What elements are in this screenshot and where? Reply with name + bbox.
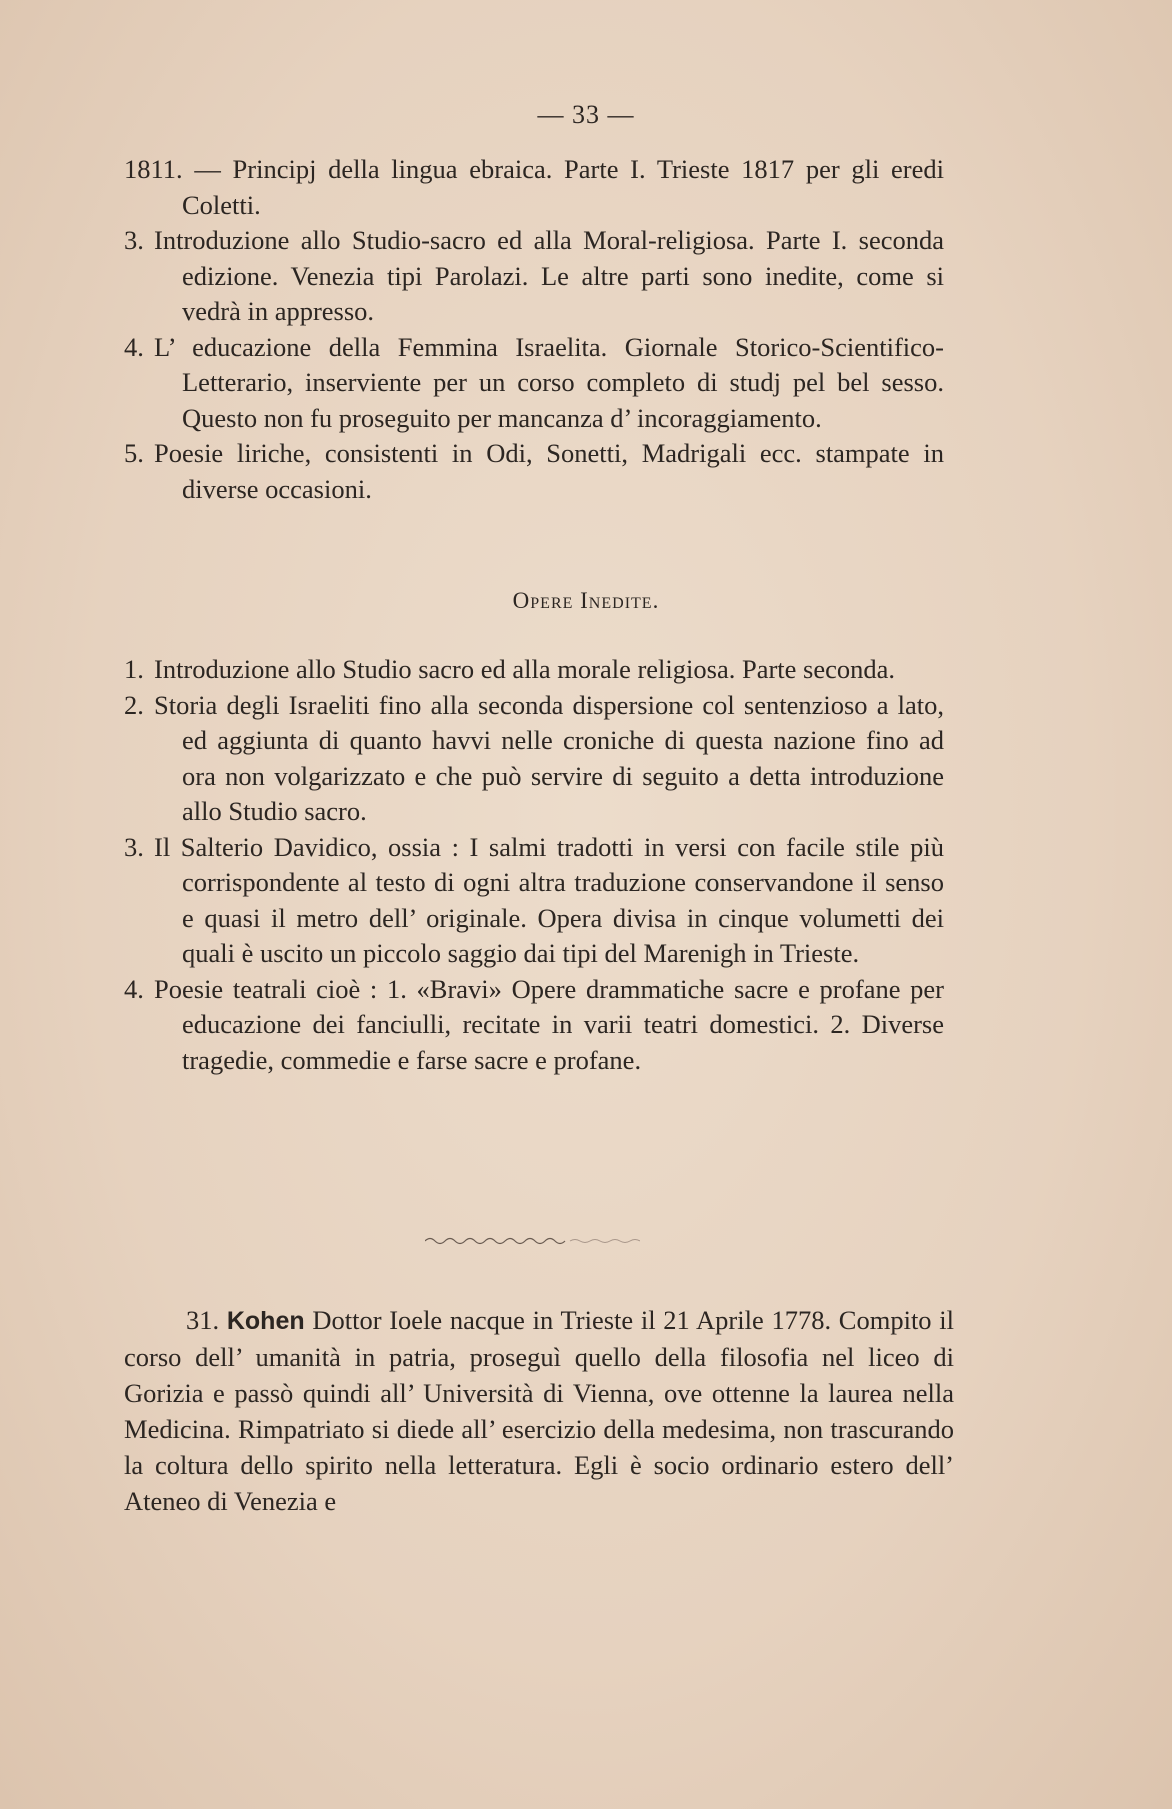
entry-number: 3. bbox=[124, 225, 144, 255]
section-divider-ornament bbox=[425, 1234, 640, 1248]
unpublished-works-list bbox=[124, 652, 944, 1078]
entry-text: L’ educazione della Femmina Israelita. Giornale Storico-Scientifico-Letterario, inserviente per un corso completo di studj pel bel sesso. Questo non fu proseguito per mancanza d’ incoraggiamento. bbox=[154, 331, 944, 433]
entry-text: Introduzione allo Studio sacro ed alla morale religiosa. Parte seconda. bbox=[154, 654, 896, 684]
list-item bbox=[124, 688, 944, 830]
biography-number: 31. bbox=[186, 1305, 220, 1335]
list-item bbox=[124, 152, 944, 223]
list-item bbox=[124, 972, 944, 1079]
list-item bbox=[124, 436, 944, 507]
entry-text: Poesie liriche, consistenti in Odi, Sonetti, Madrigali ecc. stampate in diverse occasioni. bbox=[154, 438, 944, 504]
page-number: — 33 — bbox=[537, 100, 635, 129]
entry-number: 4. bbox=[124, 331, 144, 362]
entry-number: 1. bbox=[124, 654, 144, 684]
biography-paragraph bbox=[124, 1302, 954, 1519]
list-item bbox=[124, 223, 944, 330]
biography-text: Dottor Ioele nacque in Trieste il 21 Aprile 1778. Compito il corso dell’ umanità in patria, proseguì quello della filosofia nel liceo di Gorizia e passò quindi all’ Università di Vienna, ove ottenne la laurea nella Medicina. Rimpatriato si diede all’ esercizio della medesima, non trascurando la coltura dello spirito nella letteratura. Egli è socio ordinario estero dell’ Ateneo di Venezia e bbox=[124, 1305, 954, 1516]
list-item bbox=[124, 652, 944, 688]
published-works-list bbox=[124, 152, 944, 507]
entry-text: 1811. — Principj della lingua ebraica. Parte I. Trieste 1817 per gli eredi Coletti. bbox=[124, 154, 944, 220]
entry-text: Introduzione allo Studio-sacro ed alla Moral-religiosa. Parte I. seconda edizione. Venezia tipi Parolazi. Le altre parti sono inedite, come si vedrà in appresso. bbox=[154, 225, 944, 326]
entry-number: 2. bbox=[124, 689, 144, 720]
biography-name: Kohen bbox=[226, 1307, 305, 1335]
entry-number: 4. bbox=[124, 973, 144, 1004]
list-item bbox=[124, 830, 944, 972]
list-item bbox=[124, 330, 944, 437]
entry-number: 3. bbox=[124, 831, 144, 862]
entry-text: Storia degli Israeliti fino alla seconda dispersione col sentenzioso a lato, ed aggiunta di quanto havvi nelle croniche di questa nazione fino ad ora non volgarizzato e che può servire di seguito a detta introduzione allo Studio sacro. bbox=[154, 689, 944, 826]
section-heading: Opere Inedite. bbox=[512, 588, 660, 613]
entry-number: 5. bbox=[124, 438, 144, 468]
entry-text: Poesie teatrali cioè : 1. «Bravi» Opere drammatiche sacre e profane per educazione dei fanciulli, recitate in varii teatri domestici. 2. Diverse tragedie, commedie e farse sacre e profane. bbox=[154, 973, 944, 1075]
entry-text: Il Salterio Davidico, ossia : I salmi tradotti in versi con facile stile più corrispondente al testo di ogni altra traduzione conservandone il senso e quasi il metro dell’ originale. Opera divisa in cinque volumetti dei quali è uscito un piccolo saggio dai tipi del Marenigh in Trieste. bbox=[154, 831, 944, 968]
